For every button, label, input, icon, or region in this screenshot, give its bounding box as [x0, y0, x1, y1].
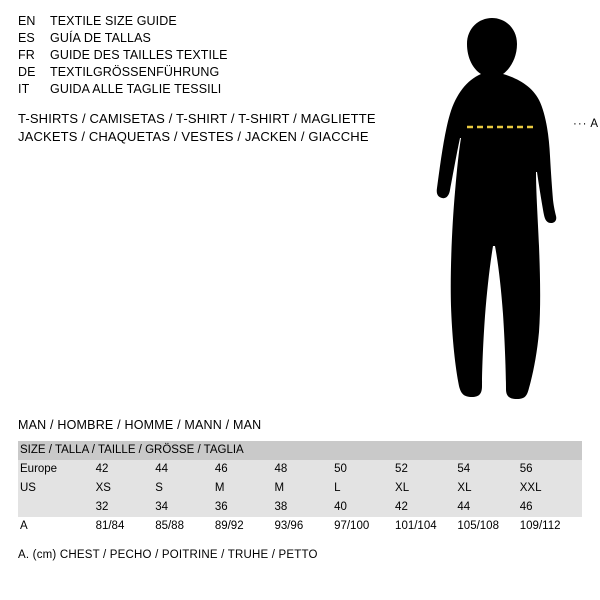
table-header-label: SIZE / TALLA / TAILLE / GRÖSSE / TAGLIA	[18, 441, 582, 460]
category-jackets: JACKETS / CHAQUETAS / VESTES / JACKEN / GIACCHE	[18, 129, 369, 144]
language-code: EN	[18, 14, 36, 28]
language-row	[18, 31, 378, 48]
category-list	[18, 110, 418, 146]
table-cell: L	[334, 479, 395, 498]
table-cell: 50	[334, 460, 395, 479]
language-list	[18, 14, 378, 99]
category-tshirts: T-SHIRTS / CAMISETAS / T-SHIRT / T-SHIRT / MAGLIETTE	[18, 111, 376, 126]
language-title: TEXTILGRÖSSENFÜHRUNG	[50, 65, 220, 79]
footnote: A. (cm) CHEST / PECHO / POITRINE / TRUHE / PETTO	[18, 549, 318, 561]
row-label: A	[18, 517, 96, 536]
table-cell: S	[155, 479, 215, 498]
table-cell: 81/84	[96, 517, 156, 536]
language-code: IT	[18, 82, 30, 96]
table-cell: 89/92	[215, 517, 275, 536]
table-cell: 48	[274, 460, 334, 479]
male-silhouette-icon	[405, 14, 600, 404]
language-title: TEXTILE SIZE GUIDE	[50, 14, 177, 28]
table-cell: XS	[96, 479, 156, 498]
table-row	[18, 517, 582, 536]
table-cell: 46	[215, 460, 275, 479]
table-cell: 105/108	[457, 517, 519, 536]
language-row	[18, 82, 378, 99]
table-cell: M	[274, 479, 334, 498]
row-label: Europe	[18, 460, 96, 479]
table-row	[18, 460, 582, 479]
table-cell: M	[215, 479, 275, 498]
table-cell: 101/104	[395, 517, 457, 536]
row-label	[18, 498, 96, 517]
table-cell: 52	[395, 460, 457, 479]
language-row	[18, 14, 378, 31]
table-cell: 34	[155, 498, 215, 517]
table-cell: 44	[155, 460, 215, 479]
table-cell: XXL	[520, 479, 582, 498]
language-code: ES	[18, 31, 35, 45]
size-table	[18, 441, 582, 536]
table-cell: 42	[395, 498, 457, 517]
measure-letter: A	[590, 118, 599, 130]
language-row	[18, 48, 378, 65]
table-header-row	[18, 441, 582, 460]
table-cell: 36	[215, 498, 275, 517]
table-cell: XL	[457, 479, 519, 498]
table-cell: 32	[96, 498, 156, 517]
table-cell: 46	[520, 498, 582, 517]
table-row	[18, 479, 582, 498]
table-cell: 97/100	[334, 517, 395, 536]
table-cell: 44	[457, 498, 519, 517]
language-row	[18, 65, 378, 82]
table-group-title: MAN / HOMBRE / HOMME / MANN / MAN	[18, 418, 262, 432]
table-cell: 109/112	[520, 517, 582, 536]
language-title: GUIDE DES TAILLES TEXTILE	[50, 48, 228, 62]
measure-label-a	[573, 118, 598, 130]
table-cell: 38	[274, 498, 334, 517]
male-figure	[405, 14, 600, 404]
language-code: DE	[18, 65, 36, 79]
measure-dashes: ···	[573, 118, 588, 130]
language-title: GUÍA DE TALLAS	[50, 31, 151, 45]
table-cell: 40	[334, 498, 395, 517]
table-cell: XL	[395, 479, 457, 498]
table-cell: 42	[96, 460, 156, 479]
table-cell: 93/96	[274, 517, 334, 536]
table-cell: 54	[457, 460, 519, 479]
table-cell: 56	[520, 460, 582, 479]
table-cell: 85/88	[155, 517, 215, 536]
table-row	[18, 498, 582, 517]
row-label: US	[18, 479, 96, 498]
language-code: FR	[18, 48, 35, 62]
language-title: GUIDA ALLE TAGLIE TESSILI	[50, 82, 222, 96]
